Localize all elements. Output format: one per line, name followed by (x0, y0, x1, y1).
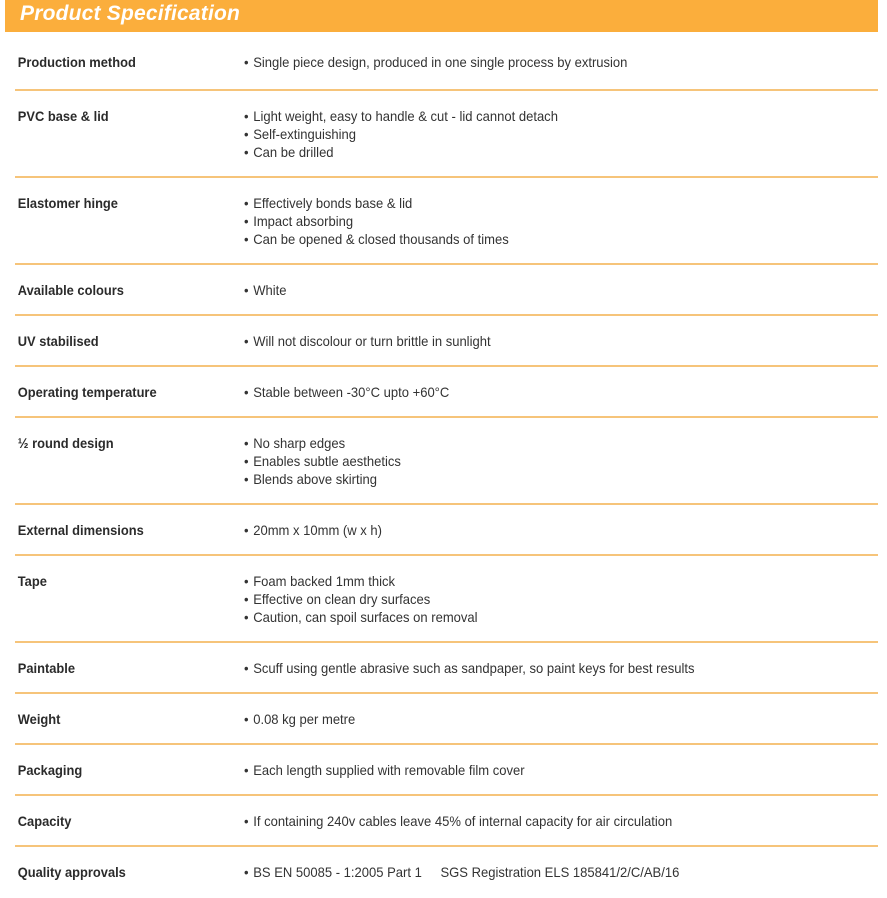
spec-values (244, 194, 878, 248)
spec-label: Production method (17, 54, 136, 70)
spec-row (15, 38, 878, 91)
spec-values (244, 521, 878, 539)
registration-text: SGS Registration ELS 185841/2/C/AB/16 (440, 864, 680, 880)
spec-value: • Can be drilled (244, 143, 834, 161)
spec-row (15, 694, 878, 745)
spec-label: Paintable (17, 660, 76, 676)
spec-row (15, 265, 878, 316)
spec-value: • Impact absorbing (244, 212, 834, 230)
spec-label: Elastomer hinge (17, 195, 118, 211)
spec-value: • Stable between -30°C upto +60°C (244, 383, 834, 401)
spec-value: • Effectively bonds base & lid (244, 194, 834, 212)
spec-values (244, 383, 878, 401)
spec-values (244, 53, 878, 71)
spec-value: • If containing 240v cables leave 45% of internal capacity for air circulation (244, 812, 834, 830)
spec-label: PVC base & lid (17, 108, 109, 124)
spec-values (244, 107, 878, 161)
spec-label: Packaging (17, 762, 83, 778)
spec-row (15, 178, 878, 265)
spec-row (15, 418, 878, 505)
spec-label: Available colours (17, 282, 124, 298)
spec-values (244, 659, 878, 677)
spec-label: Operating temperature (17, 384, 157, 400)
spec-value: • Light weight, easy to handle & cut - lid cannot detach (244, 107, 834, 125)
spec-value: • 20mm x 10mm (w x h) (244, 521, 834, 539)
spec-values (244, 761, 878, 779)
spec-value: • Caution, can spoil surfaces on removal (244, 608, 834, 626)
spec-row (15, 745, 878, 796)
spec-values (244, 572, 878, 626)
spec-values (244, 710, 878, 728)
spec-values (244, 812, 878, 830)
spec-values (244, 281, 878, 299)
spec-row (15, 643, 878, 694)
spec-label: External dimensions (17, 522, 144, 538)
standard-text: BS EN 50085 - 1:2005 Part 1 (253, 864, 422, 880)
spec-label: Weight (17, 711, 61, 727)
spec-value: • Blends above skirting (244, 470, 834, 488)
spec-label: ½ round design (17, 435, 114, 451)
spec-label: UV stabilised (17, 333, 99, 349)
spec-value: • No sharp edges (244, 434, 834, 452)
spec-value: • Enables subtle aesthetics (244, 452, 834, 470)
spec-value: • White (244, 281, 834, 299)
spec-row (15, 847, 878, 898)
section-header (5, 0, 878, 32)
spec-table (15, 38, 878, 898)
spec-values (244, 434, 878, 488)
spec-values (244, 863, 878, 881)
spec-value: • Each length supplied with removable film cover (244, 761, 834, 779)
spec-values (244, 332, 878, 350)
spec-label: Quality approvals (17, 864, 126, 880)
spec-value: • Will not discolour or turn brittle in sunlight (244, 332, 834, 350)
spec-value (244, 863, 834, 881)
spec-row (15, 556, 878, 643)
spec-value: • Effective on clean dry surfaces (244, 590, 834, 608)
spec-value: • Scuff using gentle abrasive such as sandpaper, so paint keys for best results (244, 659, 834, 677)
spec-row (15, 796, 878, 847)
spec-value: • Foam backed 1mm thick (244, 572, 834, 590)
spec-value: • 0.08 kg per metre (244, 710, 834, 728)
spec-label: Tape (17, 573, 47, 589)
spec-row (15, 367, 878, 418)
spec-value: • Can be opened & closed thousands of times (244, 230, 834, 248)
spec-row (15, 316, 878, 367)
spec-label: Capacity (17, 813, 72, 829)
spec-row (15, 505, 878, 556)
spec-value: • Single piece design, produced in one single process by extrusion (244, 53, 834, 71)
spec-value: • Self-extinguishing (244, 125, 834, 143)
spec-row (15, 91, 878, 178)
section-title: Product Specification (20, 2, 241, 25)
